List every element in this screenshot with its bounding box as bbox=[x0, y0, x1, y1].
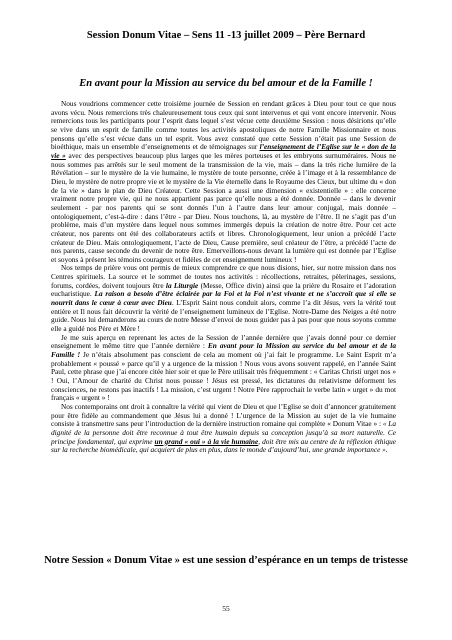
paragraph bbox=[51, 264, 396, 333]
text-run: La raison a besoin d’être éclairée par la Foi et la Foi n’est vivante et ne s’accroît que si elle se nourrit dans le cœur à cœur avec Dieu bbox=[51, 289, 396, 308]
text-run: Nous voudrions commencer cette troisième journée de Session en rendant grâces à Dieu pour tout ce que nous avons vécu. Nous remercions très chaleureusement tous ceux qui sont intervenus et qui vont encore intervenir. Nous remercions tous les participants pour l’esprit dans lequel s’est vécue cette deuxième Session : nous désirions qu’elle se vive dans un esprit de famille comme toutes les activités apostoliques de notre Famille Missionnaire et nous pensons qu’elle s’est vécue dans un tel esprit. Vous avez constaté que cette Session n’était pas une Session de bioéthique, mais un ensemble d’enseignements et de témoignages sur bbox=[51, 99, 396, 152]
paragraph bbox=[51, 334, 396, 403]
text-run: , doit être mis au centre de la réflexion éthique sur la recherche biomédicale, qui acquiert de plus en plus, dans le monde d’aujourd’hui, une grande importance ». bbox=[51, 436, 396, 455]
page-title: Session Donum Vitae – Sens 11 -13 juillet 2009 – Père Bernard bbox=[86, 30, 366, 41]
body-text bbox=[51, 100, 396, 455]
text-run: Nos contemporains ont droit à connaître la vérité qui vient de Dieu et que l’Eglise se doit d’annoncer gratuitement pour être fidèle au commandement que Jésus lui a donné ! L’urgence de la Mission au sujet de la vie humaine consiste à transmettre sans peur l’introduction de la dernière instruction romaine qui complète « Donum Vitae » : bbox=[51, 401, 396, 429]
text-run: Je n’étais absolument pas conscient de cela au moment où j’ai fait le programme. Le Saint Esprit m’a probablement « poussé » parce qu’il y a urgence de la mission ! Nous vous avons souvent rappelé, en l’année Saint Paul, cette phrase que j’ai encore citée hier soir et que le Père utilisait très fréquemment : « Caritas Christi urget nos » ! Oui, l’Amour de charité du Christ nous pousse ! Jésus est pressé, les dictatures du relativisme déforment les consciences, ne restons pas inactifs ! La mission, c’est urgent ! Notre Père rapprochait le verbe latin « urget » du mot français « urgent » ! bbox=[51, 350, 396, 403]
section-subtitle: En avant pour la Mission au service du bel amour et de la Famille ! bbox=[79, 78, 373, 89]
text-run: avec des perspectives beaucoup plus larges que les mères porteuses et les embryons surnuméraires. Nous ne nous sommes pas arrêtés sur le seul moment de la transmission de la vie, mais – dans la très riche lumière de la Révélation – sur le mystère de la vie humaine, le mystère de toute personne, créée à l’image et à la ressemblance de Dieu, le mystère de notre propre vie et le mystère de la Vie éternelle dans le Royaume des Cieux, but ultime du « don de la vie » dans le plan de Dieu Créateur. Cette Session a aussi une dimension « existentielle » : elle concerne vraiment notre propre vie, qui ne nous appartient pas parce qu’elle nous a été donnée. Donnée – dans le devenir seulement - par nos parents qui se sont donnés l’un à l’autre dans leur amour conjugal, mais donnée – ontologiquement, c’est-à-dire : dans l’être - par Dieu. Nous touchons, là, au mystère de l’être. Il ne s’agit pas d’un problème, mais d’un mystère dans lequel nous sommes immergés depuis la création de notre être. Pour cet acte créateur, nos parents ont été des collaborateurs actifs et libres. Chronologiquement, leur union a précédé l’acte créateur de Dieu. Mais ontologiquement, l’acte de Dieu, Cause première, seul créateur de l’être, a précédé l’acte de nos parents, cause seconde du devenir de notre être. Emerveillons-nous devant la lumière qui est donnée par l’Eglise et soyons à présent les témoins courageux et fidèles de cet enseignement lumineux ! bbox=[51, 150, 396, 264]
paragraph bbox=[51, 100, 396, 264]
text-run: . L’Esprit Saint nous conduit alors, comme l’a dit Jésus, vers la vérité tout entière et Il nous fait découvrir la vérité de l’enseignement lumineux de l’Eglise. Notre-Dame des Neiges a été notre guide. Nous lui demanderons au cours de notre Messe d’envoi de nous guider pas à pas pour que nous soyons comme elle a guidé nos Père et Mère ! bbox=[51, 298, 396, 334]
page-number: 55 bbox=[222, 604, 230, 613]
text-run: « La dignité de la personne doit être reconnue à tout être humain depuis sa conception jusqu’à sa mort naturelle. Ce principe fondamental, qui exprime bbox=[51, 419, 396, 446]
text-run: Nos temps de prière vous ont permis de mieux comprendre ce que nous disions, hier, sur notre mission dans nos Centres spirituels. La source et le sommet de toutes nos activités : récollections, retraites, pèlerinages, sessions, forums, cordées, doivent toujours être bbox=[51, 263, 396, 290]
text-run: (Messe, Office divin) ainsi que la prière du Rosaire et l’adoration eucharistique. bbox=[51, 280, 397, 299]
text-run: l’enseignement de l’Eglise sur le « don de la vie » bbox=[51, 142, 396, 160]
text-run: la Liturgie bbox=[165, 280, 199, 290]
paragraph bbox=[51, 403, 396, 455]
text-run: Je me suis aperçu en reprenant les actes de la Session de l’année dernière que j’avais donné pour ce dernier enseignement le même titre que l’année dernière : bbox=[51, 332, 396, 351]
section-heading: Notre Session « Donum Vitae » est une session d’espérance en un temps de tristesse bbox=[44, 555, 408, 566]
text-run: En avant pour la Mission au service du bel amour et de la Famille ! bbox=[51, 341, 396, 360]
text-run: un grand « oui » à la vie humaine bbox=[154, 436, 259, 446]
